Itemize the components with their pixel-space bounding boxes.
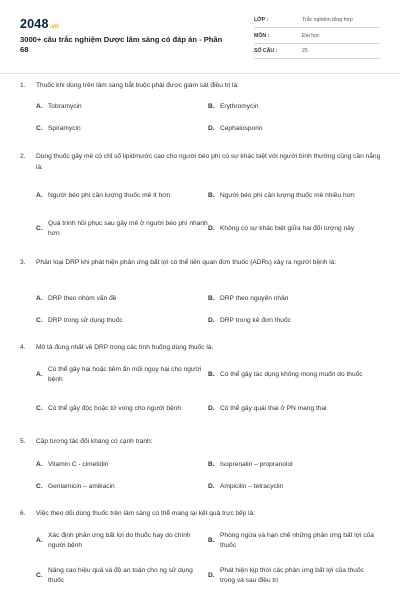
meta-class-label: LỚP : [254, 17, 269, 23]
option-a[interactable] [36, 460, 211, 471]
header-divider [0, 73, 400, 74]
option-text: Phát hiện kịp thời các phản ứng bất lợi của thuốc trong và sau điều trị [220, 566, 364, 584]
option-letter: B. [208, 461, 215, 468]
meta-subject-label: MÔN : [254, 32, 270, 39]
option-text: DRP theo nguyên nhân [220, 295, 289, 302]
option-a[interactable] [36, 184, 211, 208]
option-d[interactable] [208, 482, 383, 493]
option-text: Có thể gây hại hoặc tiềm ẩn mối nguy hại cho người bệnh [48, 365, 202, 383]
question-text: Phân loại DRP khi phát hiện phản ứng bất lợi có thể liên quan đơn thuốc (ADRs) xảy ra người bệnh là: [36, 259, 337, 266]
option-c[interactable] [36, 482, 211, 493]
option-text: Người béo phì cần lượng thuốc mê nhiều hơn [220, 191, 355, 199]
option-text: Cephalosporin [220, 125, 263, 132]
option-letter: C. [36, 125, 43, 132]
exam-meta [254, 14, 380, 61]
option-letter: B. [208, 536, 215, 544]
question-number: 3. [20, 259, 26, 266]
option-letter: A. [36, 103, 43, 110]
option-letter: B. [208, 103, 215, 110]
question-number: 2. [20, 153, 26, 160]
question-text: Việc theo dõi dùng thuốc trên lâm sàng có thể mang lại kết quả trực tiếp là: [36, 510, 256, 517]
option-text: Có thể gây quái thai ở PN mang thai [220, 404, 327, 412]
option-text: DRP theo nhóm vấn đề [48, 295, 117, 302]
option-text: Có thể gây độc hoặc tử vong cho người bệnh [48, 404, 182, 412]
question-6 [20, 509, 388, 597]
meta-count-label: SỐ CÂU : [254, 48, 278, 54]
option-text: DRP trong sử dụng thuốc [48, 317, 123, 324]
option-c[interactable] [36, 217, 211, 241]
question-number: 5. [20, 438, 26, 445]
option-text: Gentamicin – amikacin [48, 483, 115, 490]
meta-class-value: Trắc nghiệm tổng hợp [302, 17, 353, 23]
option-c[interactable] [36, 124, 211, 135]
option-text: Xác định phản ứng bất lợi do thuốc hay do chính người bệnh [48, 531, 191, 549]
option-d[interactable] [208, 316, 383, 327]
option-text: Tobramycin [48, 103, 82, 110]
option-text: Có thể gây tác dụng không mong muốn do thuốc [220, 370, 363, 378]
option-d[interactable] [208, 217, 383, 241]
option-text: Erythromycin [220, 103, 259, 110]
page-title: 3000+ câu trắc nghiệm Dược lâm sàng có đáp án - Phần 68 [20, 35, 223, 54]
option-c[interactable] [36, 397, 211, 421]
question-number: 1. [20, 82, 26, 89]
question-4 [20, 343, 388, 427]
option-letter: A. [36, 191, 43, 199]
question-stem [20, 152, 388, 173]
option-b[interactable] [208, 184, 383, 208]
meta-count-value: 25 [302, 48, 308, 54]
option-d[interactable] [208, 397, 383, 421]
meta-subject-value: Đại học [302, 32, 320, 39]
option-letter: B. [208, 295, 215, 302]
option-b[interactable] [208, 294, 383, 305]
question-stem [20, 437, 388, 448]
option-text: Ampicilin – tetracyclin [220, 483, 284, 490]
question-text: Cặp tương tác đối kháng có cạnh tranh: [36, 438, 153, 445]
question-1 [20, 81, 388, 141]
option-letter: C. [36, 404, 43, 412]
meta-subject [254, 30, 380, 44]
option-b[interactable] [208, 363, 383, 387]
question-stem [20, 343, 388, 354]
option-letter: B. [208, 191, 215, 199]
option-letter: C. [36, 483, 43, 490]
option-text: Spiramycin [48, 125, 81, 132]
option-letter: A. [36, 461, 43, 468]
question-stem [20, 81, 388, 92]
option-c[interactable] [36, 564, 211, 588]
option-letter: A. [36, 295, 43, 302]
question-2 [20, 152, 388, 248]
question-number: 6. [20, 510, 26, 517]
meta-class [254, 14, 380, 28]
option-letter: A. [36, 536, 43, 544]
option-a[interactable] [36, 529, 211, 553]
page-header [20, 8, 380, 68]
question-5 [20, 437, 388, 497]
option-d[interactable] [208, 564, 383, 588]
question-text: Mô tả đúng nhất về DRP trong các tình huống dùng thuốc là: [36, 344, 214, 351]
question-text: Thuốc khi dùng trên lâm sàng bắt buộc phải được giám sát điều trị là: [36, 82, 239, 89]
logo-suffix: .vn [49, 24, 59, 30]
option-letter: C. [36, 571, 43, 579]
option-letter: C. [36, 317, 43, 324]
option-letter: D. [208, 224, 215, 232]
option-c[interactable] [36, 316, 211, 327]
option-letter: B. [208, 370, 215, 378]
logo-main: 2048 [20, 17, 49, 31]
option-letter: D. [208, 125, 215, 132]
option-text: Isoprenalin – propranolol [220, 461, 293, 468]
question-number: 4. [20, 344, 26, 351]
site-logo[interactable] [20, 17, 59, 31]
question-stem [20, 509, 388, 520]
option-letter: D. [208, 483, 215, 490]
option-b[interactable] [208, 460, 383, 471]
option-text: DRP trong kê đơn thuốc [220, 317, 291, 324]
option-b[interactable] [208, 529, 383, 553]
question-3 [20, 258, 388, 334]
option-a[interactable] [36, 102, 211, 113]
option-d[interactable] [208, 124, 383, 135]
option-a[interactable] [36, 294, 211, 305]
option-text: Quá trình hồi phục sau gây mê ở người béo phì nhanh hơn [48, 219, 208, 237]
option-text: Vitamin C - cimetidin [48, 461, 109, 468]
question-text: Dùng thuốc gây mê có chỉ số lipid/nước cao cho người béo phì có sự khác biệt với người bình thường cũng cần nắng lá: [36, 153, 381, 171]
option-text: Nâng cao hiệu quả và độ an toàn cho ng sử dụng thuốc [48, 566, 193, 584]
option-text: Không có sự khác biệt giữa hai đối tượng này [220, 224, 355, 232]
option-letter: D. [208, 404, 215, 412]
option-letter: A. [36, 370, 43, 378]
option-letter: D. [208, 571, 215, 579]
option-letter: D. [208, 317, 215, 324]
option-text: Phòng ngừa và hạn chế những phản ứng bất lợi của thuốc [220, 531, 374, 549]
option-letter: C. [36, 224, 43, 232]
question-stem [20, 258, 388, 269]
option-b[interactable] [208, 102, 383, 113]
meta-count [254, 45, 380, 59]
option-a[interactable] [36, 363, 211, 387]
option-text: Người béo phì cần lượng thuốc mê ít hơn [48, 191, 171, 199]
